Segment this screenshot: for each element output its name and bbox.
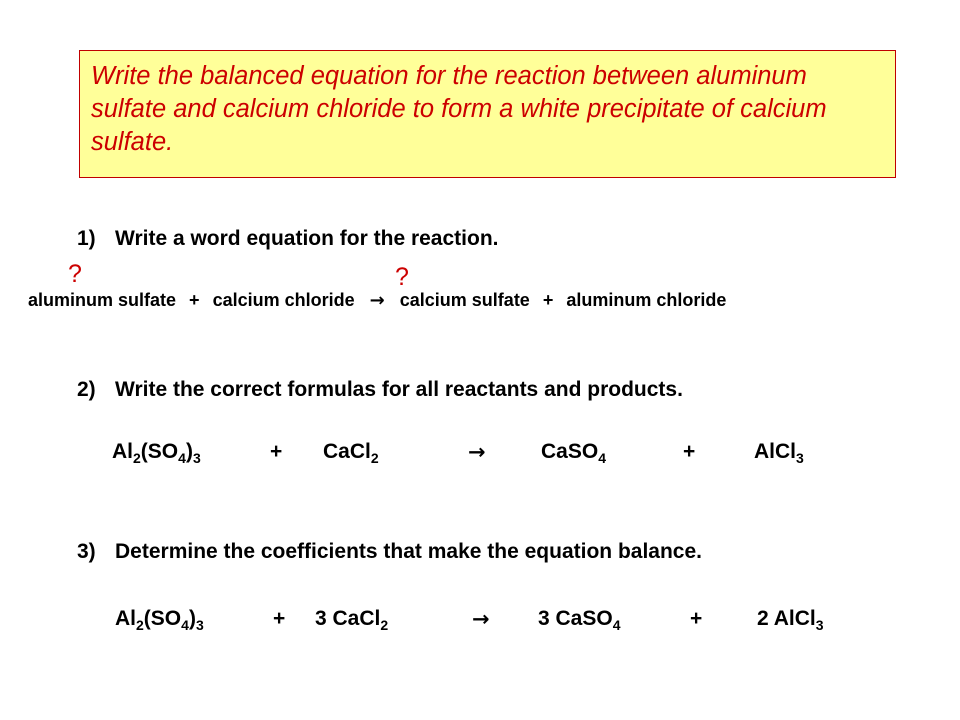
word-plus-2: +	[542, 290, 554, 310]
balanced-plus-1: +	[273, 607, 286, 630]
step-3-label: Determine the coefficients that make the equation balance.	[115, 540, 702, 563]
formula-plus-2: +	[683, 440, 696, 463]
step-1-label: Write a word equation for the reaction.	[115, 227, 499, 250]
step-1-number: 1)	[77, 227, 96, 250]
step-2-label: Write the correct formulas for all reactants and products.	[115, 378, 683, 401]
formula-equation	[0, 440, 960, 470]
formula-reactant-2: CaCl$_2$	[323, 440, 379, 466]
prompt-box	[79, 50, 896, 178]
balanced-reactant-2: 3 CaCl$_2$	[315, 607, 389, 633]
question-mark-2: ?	[395, 263, 409, 291]
prompt-text: Write the balanced equation for the reaction between aluminum sulfate and calcium chloride to form a white precipitate of calcium sulfate.	[91, 62, 827, 156]
step-1-heading	[77, 227, 499, 251]
question-mark-1: ?	[68, 260, 82, 288]
word-reactant-1: aluminum sulfate	[28, 290, 177, 310]
word-product-2: aluminum chloride	[566, 290, 727, 310]
formula-reactant-1: $Al_2(SO_4)_3$	[112, 440, 201, 466]
word-reactant-2: calcium chloride	[212, 290, 355, 310]
word-product-1: calcium sulfate	[399, 290, 530, 310]
step-2-number: 2)	[77, 378, 96, 401]
balanced-product-1: 3 CaSO$_4$	[538, 607, 621, 633]
word-equation	[28, 290, 726, 311]
formula-arrow-icon: →	[468, 440, 486, 464]
formula-product-1: CaSO$_4$	[541, 440, 606, 466]
step-3-number: 3)	[77, 540, 96, 563]
balanced-reactant-1: $Al_2(SO_4)_3$	[115, 607, 204, 633]
balanced-product-2: 2 AlCl$_3$	[757, 607, 824, 633]
balanced-equation	[0, 607, 960, 637]
word-arrow-icon: →	[369, 290, 385, 311]
balanced-arrow-icon: →	[472, 607, 490, 631]
formula-plus-1: +	[270, 440, 283, 463]
balanced-plus-2: +	[690, 607, 703, 630]
word-plus-1: +	[189, 290, 200, 310]
step-3-heading	[77, 540, 702, 564]
step-2-heading	[77, 378, 683, 402]
formula-product-2: AlCl$_3$	[754, 440, 804, 466]
